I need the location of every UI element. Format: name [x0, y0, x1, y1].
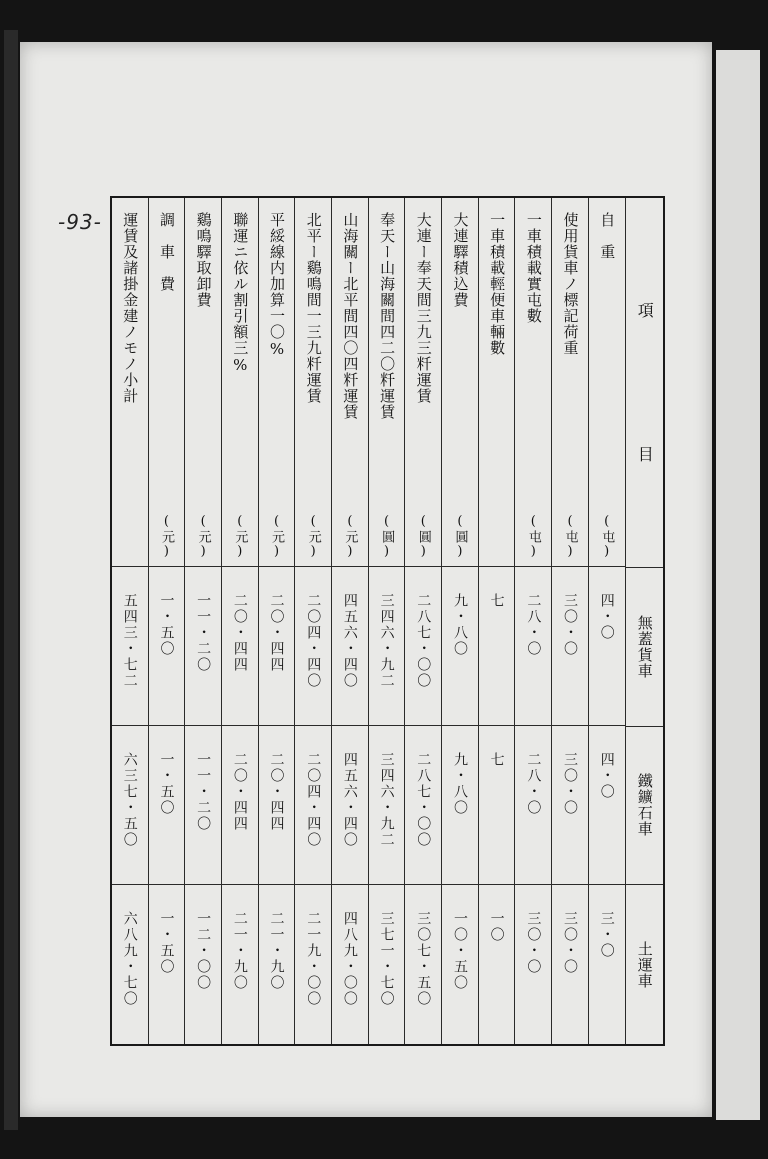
- row-label-cell: [222, 198, 258, 567]
- row-unit: (元): [305, 513, 321, 560]
- value-cell: [332, 885, 368, 1044]
- row-label-cell: [369, 198, 405, 567]
- value-cell: [112, 885, 148, 1044]
- value: 二〇四・四〇: [305, 751, 322, 848]
- value-cell: [552, 726, 588, 885]
- value: 二八七・〇〇: [415, 592, 432, 689]
- value-cell: [112, 726, 148, 885]
- row-label: 大連驛積込費: [451, 212, 470, 308]
- value-cell: [112, 567, 148, 726]
- row-label-cell: [112, 198, 148, 567]
- freight-cost-table: [110, 196, 665, 1046]
- row-column: [551, 198, 588, 1044]
- row-column: [184, 198, 221, 1044]
- row-column: [112, 198, 148, 1044]
- value: 三〇・〇: [525, 910, 542, 975]
- row-label: 聯運ニ依ル割引額三%: [231, 212, 250, 375]
- row-unit: (圓): [452, 513, 468, 560]
- value: 二一・九〇: [268, 910, 285, 991]
- value: 三四六・九二: [378, 592, 395, 689]
- value: 一一・二〇: [195, 751, 212, 832]
- row-unit: (元): [232, 513, 248, 560]
- row-label-cell: [552, 198, 588, 567]
- header-wagon-type: 鐵鑛石車: [635, 773, 654, 838]
- row-label: 北平ー鷄鳴間一三九粁運賃: [304, 212, 323, 404]
- value-cell: [589, 885, 625, 1044]
- row-column: [331, 198, 368, 1044]
- value-cell: [405, 885, 441, 1044]
- value: 一・五〇: [158, 592, 175, 657]
- row-column: [478, 198, 515, 1044]
- row-unit: (圓): [379, 513, 395, 560]
- row-label: 大連ー奉天間三九三粁運賃: [414, 212, 433, 404]
- row-column: [148, 198, 185, 1044]
- value: 二〇・四四: [268, 592, 285, 673]
- value: 一〇・五〇: [451, 910, 468, 991]
- row-label-cell: [515, 198, 551, 567]
- value-cell: [149, 567, 185, 726]
- value-cell: [515, 567, 551, 726]
- page-number-note: -93-: [58, 210, 102, 234]
- header-column: [625, 198, 663, 1044]
- row-unit: (元): [158, 513, 174, 560]
- value: 一一・二〇: [195, 592, 212, 673]
- row-column: [588, 198, 625, 1044]
- value-cell: [479, 567, 515, 726]
- value-cell: [442, 885, 478, 1044]
- value-cell: [589, 726, 625, 885]
- row-column: [404, 198, 441, 1044]
- row-column: [258, 198, 295, 1044]
- value-cell: [222, 567, 258, 726]
- value: 九・八〇: [451, 592, 468, 657]
- value: 四五六・四〇: [341, 592, 358, 689]
- value-cell: [589, 567, 625, 726]
- value-cell: [259, 726, 295, 885]
- value-cell: [552, 885, 588, 1044]
- row-label: 調 車 費: [157, 212, 176, 292]
- value-cell: [369, 726, 405, 885]
- value: 九・八〇: [451, 751, 468, 816]
- value-cell: [295, 567, 331, 726]
- value: 二八・〇: [525, 751, 542, 816]
- row-column: [294, 198, 331, 1044]
- value-cell: [222, 885, 258, 1044]
- row-label: 一車積載輕便車輛數: [488, 212, 507, 356]
- book-spine: [4, 30, 18, 1130]
- row-label-cell: [479, 198, 515, 567]
- row-label-cell: [442, 198, 478, 567]
- value: 二〇・四四: [231, 592, 248, 673]
- header-item-cell: [626, 198, 663, 568]
- value: 三〇・〇: [562, 910, 578, 975]
- value: 二〇・四四: [231, 751, 248, 832]
- row-column: [441, 198, 478, 1044]
- row-label-cell: [405, 198, 441, 567]
- row-label: 奉天ー山海關間四二〇粁運賃: [378, 212, 397, 420]
- row-label-cell: [185, 198, 221, 567]
- value: 六八九・七〇: [121, 910, 138, 1007]
- row-label: 平綏線内加算一〇%: [268, 212, 286, 359]
- value: 三〇七・五〇: [415, 910, 432, 1007]
- value-cell: [515, 726, 551, 885]
- value-cell: [295, 726, 331, 885]
- row-unit: (元): [342, 513, 358, 560]
- row-label-cell: [259, 198, 295, 567]
- value-cell: [149, 726, 185, 885]
- value: 三〇・〇: [562, 592, 578, 657]
- value-cell: [515, 885, 551, 1044]
- row-label-cell: [149, 198, 185, 567]
- page-edge: [716, 50, 760, 1120]
- header-col-cell: [626, 568, 663, 727]
- header-wagon-type: 無蓋貨車: [635, 614, 654, 679]
- value-cell: [185, 726, 221, 885]
- row-column: [221, 198, 258, 1044]
- row-column: [368, 198, 405, 1044]
- row-unit: (屯): [599, 513, 615, 560]
- value-cell: [185, 885, 221, 1044]
- header-item-label-2: 目: [635, 446, 655, 464]
- row-label: 運賃及諸掛金建ノモノ小計: [121, 212, 140, 404]
- value: 二〇・四四: [268, 751, 285, 832]
- value: 三四六・九二: [378, 751, 395, 848]
- value-cell: [259, 885, 295, 1044]
- value: 一二・〇〇: [195, 910, 212, 991]
- row-label: 一車積載實屯數: [524, 212, 543, 324]
- value: 七: [488, 592, 505, 609]
- value: 七: [488, 751, 505, 768]
- row-label-cell: [589, 198, 625, 567]
- row-unit: (元): [269, 513, 284, 560]
- value: 四・〇: [598, 751, 615, 800]
- row-unit: (元): [195, 513, 211, 560]
- value-cell: [332, 567, 368, 726]
- value-cell: [442, 726, 478, 885]
- row-column: [514, 198, 551, 1044]
- row-unit: (屯): [562, 513, 578, 560]
- value-cell: [479, 885, 515, 1044]
- value: 四・〇: [598, 592, 615, 641]
- value: 五四三・七二: [121, 592, 138, 689]
- value-cell: [405, 726, 441, 885]
- row-label-cell: [332, 198, 368, 567]
- value-cell: [442, 567, 478, 726]
- row-label: 山海關ー北平間四〇四粁運賃: [341, 212, 360, 420]
- value: 二一九・〇〇: [305, 910, 322, 1007]
- value-cell: [149, 885, 185, 1044]
- value: 二〇四・四〇: [305, 592, 322, 689]
- header-item-label-1: 項: [635, 301, 655, 319]
- value-cell: [332, 726, 368, 885]
- value-cell: [405, 567, 441, 726]
- header-col-cell: [626, 885, 663, 1044]
- value: 三・〇: [598, 910, 615, 959]
- row-label: 鷄鳴驛取卸費: [194, 212, 213, 308]
- value: 二一・九〇: [231, 910, 248, 991]
- value: 一〇: [488, 910, 505, 943]
- row-label-cell: [295, 198, 331, 567]
- value: 三七一・七〇: [378, 910, 395, 1007]
- value: 一・五〇: [158, 910, 175, 975]
- value-cell: [295, 885, 331, 1044]
- value-cell: [369, 567, 405, 726]
- value: 二八・〇: [525, 592, 542, 657]
- value-cell: [185, 567, 221, 726]
- value: 四五六・四〇: [341, 751, 358, 848]
- header-col-cell: [626, 727, 663, 886]
- value-cell: [479, 726, 515, 885]
- row-unit: (圓): [415, 513, 431, 560]
- value: 六三七・五〇: [121, 751, 138, 848]
- header-wagon-type: 土運車: [635, 940, 654, 989]
- value-cell: [552, 567, 588, 726]
- value: 四八九・〇〇: [341, 910, 358, 1007]
- value-cell: [222, 726, 258, 885]
- value: 一・五〇: [158, 751, 175, 816]
- value: 二八七・〇〇: [415, 751, 432, 848]
- value: 三〇・〇: [562, 751, 578, 816]
- row-label: 使用貨車ノ標記荷重: [561, 212, 580, 356]
- value-cell: [259, 567, 295, 726]
- value-cell: [369, 885, 405, 1044]
- row-label: 自 重: [598, 212, 617, 260]
- row-unit: (屯): [525, 513, 541, 560]
